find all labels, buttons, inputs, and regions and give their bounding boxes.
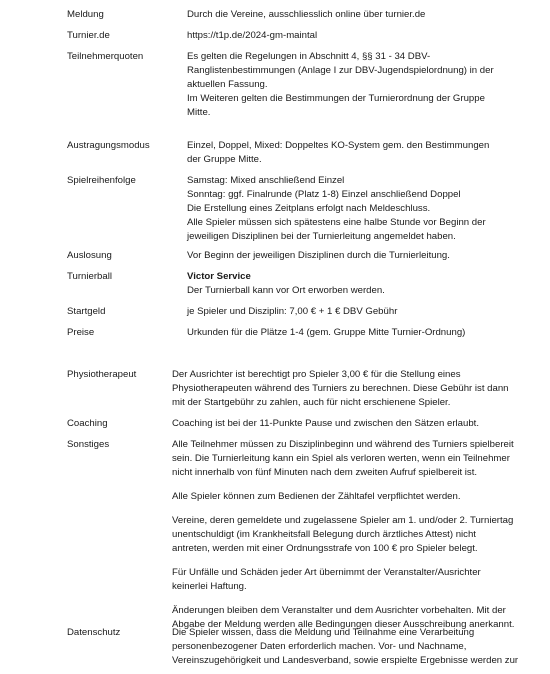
text-line: Der Ausrichter ist berechtigt pro Spieler 3,00 € für die Stellung eines	[172, 369, 461, 380]
text-line: Alle Spieler können zum Bedienen der Zähltafel verpflichtet werden.	[172, 491, 461, 502]
text-line: nicht innerhalb von fünf Minuten nach dem zweiten Aufruf spielbereit ist.	[172, 467, 478, 478]
value-physiotherapeut	[172, 368, 520, 410]
text-line: Coaching ist bei der 11-Punkte Pause und zwischen den Sätzen erlaubt.	[172, 418, 480, 429]
label-sonstiges: Sonstiges	[67, 439, 110, 450]
text-line: Abgabe der Meldung werden alle Bedingungen dieser Ausschreibung anerkannt.	[172, 619, 515, 630]
text-line: Änderungen bleiben dem Veranstalter und dem Ausrichter vorbehalten. Mit der	[172, 605, 506, 616]
text-line: Mitte.	[187, 107, 211, 118]
text-line: Vereine, deren gemeldete und zugelassene Spieler am 1. und/oder 2. Turniertag	[172, 515, 514, 526]
value-preise	[187, 326, 527, 340]
text-line: Es gelten die Regelungen in Abschnitt 4, §§ 31 - 34 DBV-	[187, 51, 431, 62]
label-physiotherapeut: Physiotherapeut	[67, 369, 137, 380]
label-turnier-de: Turnier.de	[67, 30, 110, 41]
text-line: Alle Teilnehmer müssen zu Disziplinbeginn und während des Turniers spielbereit	[172, 439, 514, 450]
text-line: Vor Beginn der jeweiligen Disziplinen durch die Turnierleitung.	[187, 250, 450, 261]
text-line: der Gruppe Mitte.	[187, 154, 262, 165]
label-teilnehmerquoten: Teilnehmerquoten	[67, 51, 144, 62]
value-coaching	[172, 417, 520, 431]
turnier-link[interactable]: https://t1p.de/2024-gm-maintal	[187, 30, 318, 41]
value-teilnehmerquoten	[187, 50, 527, 120]
text-line: antreten, werden mit einer Ordnungsstrafe von 100 € pro Spieler belegt.	[172, 543, 478, 554]
ball-brand: Victor Service	[187, 271, 251, 282]
text-line: aktuellen Fassung.	[187, 79, 268, 90]
text-line: Ranglistenbestimmungen (Anlage I zur DBV-Jugendspielordnung) in der	[187, 65, 494, 76]
text-line: Physiotherapeuten während des Turniers zu berechnen. Diese Gebühr ist dann	[172, 383, 509, 394]
text-line: Durch die Vereine, ausschliesslich online über turnier.de	[187, 9, 426, 20]
paragraph-gap	[172, 594, 520, 604]
label-turnierball: Turnierball	[67, 271, 112, 282]
value-auslosung	[187, 249, 527, 263]
value-startgeld	[187, 305, 527, 319]
text-line: Die Erstellung eines Zeitplans erfolgt nach Meldeschluss.	[187, 203, 431, 214]
value-turnierball	[187, 270, 527, 298]
paragraph-gap	[172, 556, 520, 566]
text-line: Der Turnierball kann vor Ort erworben werden.	[187, 285, 385, 296]
value-datenschutz	[172, 626, 520, 668]
text-line: jeweiligen Disziplinen bei der Turnierleitung angemeldet haben.	[187, 231, 456, 242]
value-sonstiges	[172, 438, 520, 632]
text-line: Samstag: Mixed anschließend Einzel	[187, 175, 345, 186]
text-line: Vereinszugehörigkeit und Landesverband, sowie erspielte Ergebnisse werden zur	[172, 655, 519, 666]
text-line: Im Weiteren gelten die Bestimmungen der Turnierordnung der Gruppe	[187, 93, 485, 104]
label-datenschutz: Datenschutz	[67, 627, 121, 638]
label-meldung: Meldung	[67, 9, 104, 20]
label-spielreihenfolge: Spielreihenfolge	[67, 175, 136, 186]
text-line: Urkunden für die Plätze 1-4 (gem. Gruppe Mitte Turnier-Ordnung)	[187, 327, 466, 338]
text-line: Alle Spieler müssen sich spätestens eine halbe Stunde vor Beginn der	[187, 217, 486, 228]
text-line: Die Spieler wissen, dass die Meldung und Teilnahme eine Verarbeitung	[172, 627, 475, 638]
value-austragungsmodus	[187, 139, 527, 167]
label-preise: Preise	[67, 327, 95, 338]
text-line: Sonntag: ggf. Finalrunde (Platz 1-8) Einzel anschließend Doppel	[187, 189, 461, 200]
text-line: mit der Startgebühr zu zahlen, auch für nicht erschienene Spieler.	[172, 397, 451, 408]
text-line: sein. Die Turnierleitung kann ein Spiel als verloren werten, wenn ein Teilnehmer	[172, 453, 510, 464]
value-spielreihenfolge	[187, 174, 527, 244]
value-turnier-de	[187, 29, 527, 43]
label-austragungsmodus: Austragungsmodus	[67, 140, 150, 151]
value-meldung	[187, 8, 527, 22]
text-line: Für Unfälle und Schäden jeder Art übernimmt der Veranstalter/Ausrichter	[172, 567, 481, 578]
paragraph-gap	[172, 480, 520, 490]
label-coaching: Coaching	[67, 418, 108, 429]
text-line: unentschuldigt (im Krankheitsfall Belegung durch ärztliches Attest) nicht	[172, 529, 476, 540]
text-line: personenbezogener Daten erforderlich machen. Vor- und Nachname,	[172, 641, 467, 652]
text-line: keinerlei Haftung.	[172, 581, 247, 592]
text-line: je Spieler und Disziplin: 7,00 € + 1 € DBV Gebühr	[187, 306, 398, 317]
label-auslosung: Auslosung	[67, 250, 112, 261]
label-startgeld: Startgeld	[67, 306, 106, 317]
paragraph-gap	[172, 504, 520, 514]
text-line: Einzel, Doppel, Mixed: Doppeltes KO-System gem. den Bestimmungen	[187, 140, 490, 151]
